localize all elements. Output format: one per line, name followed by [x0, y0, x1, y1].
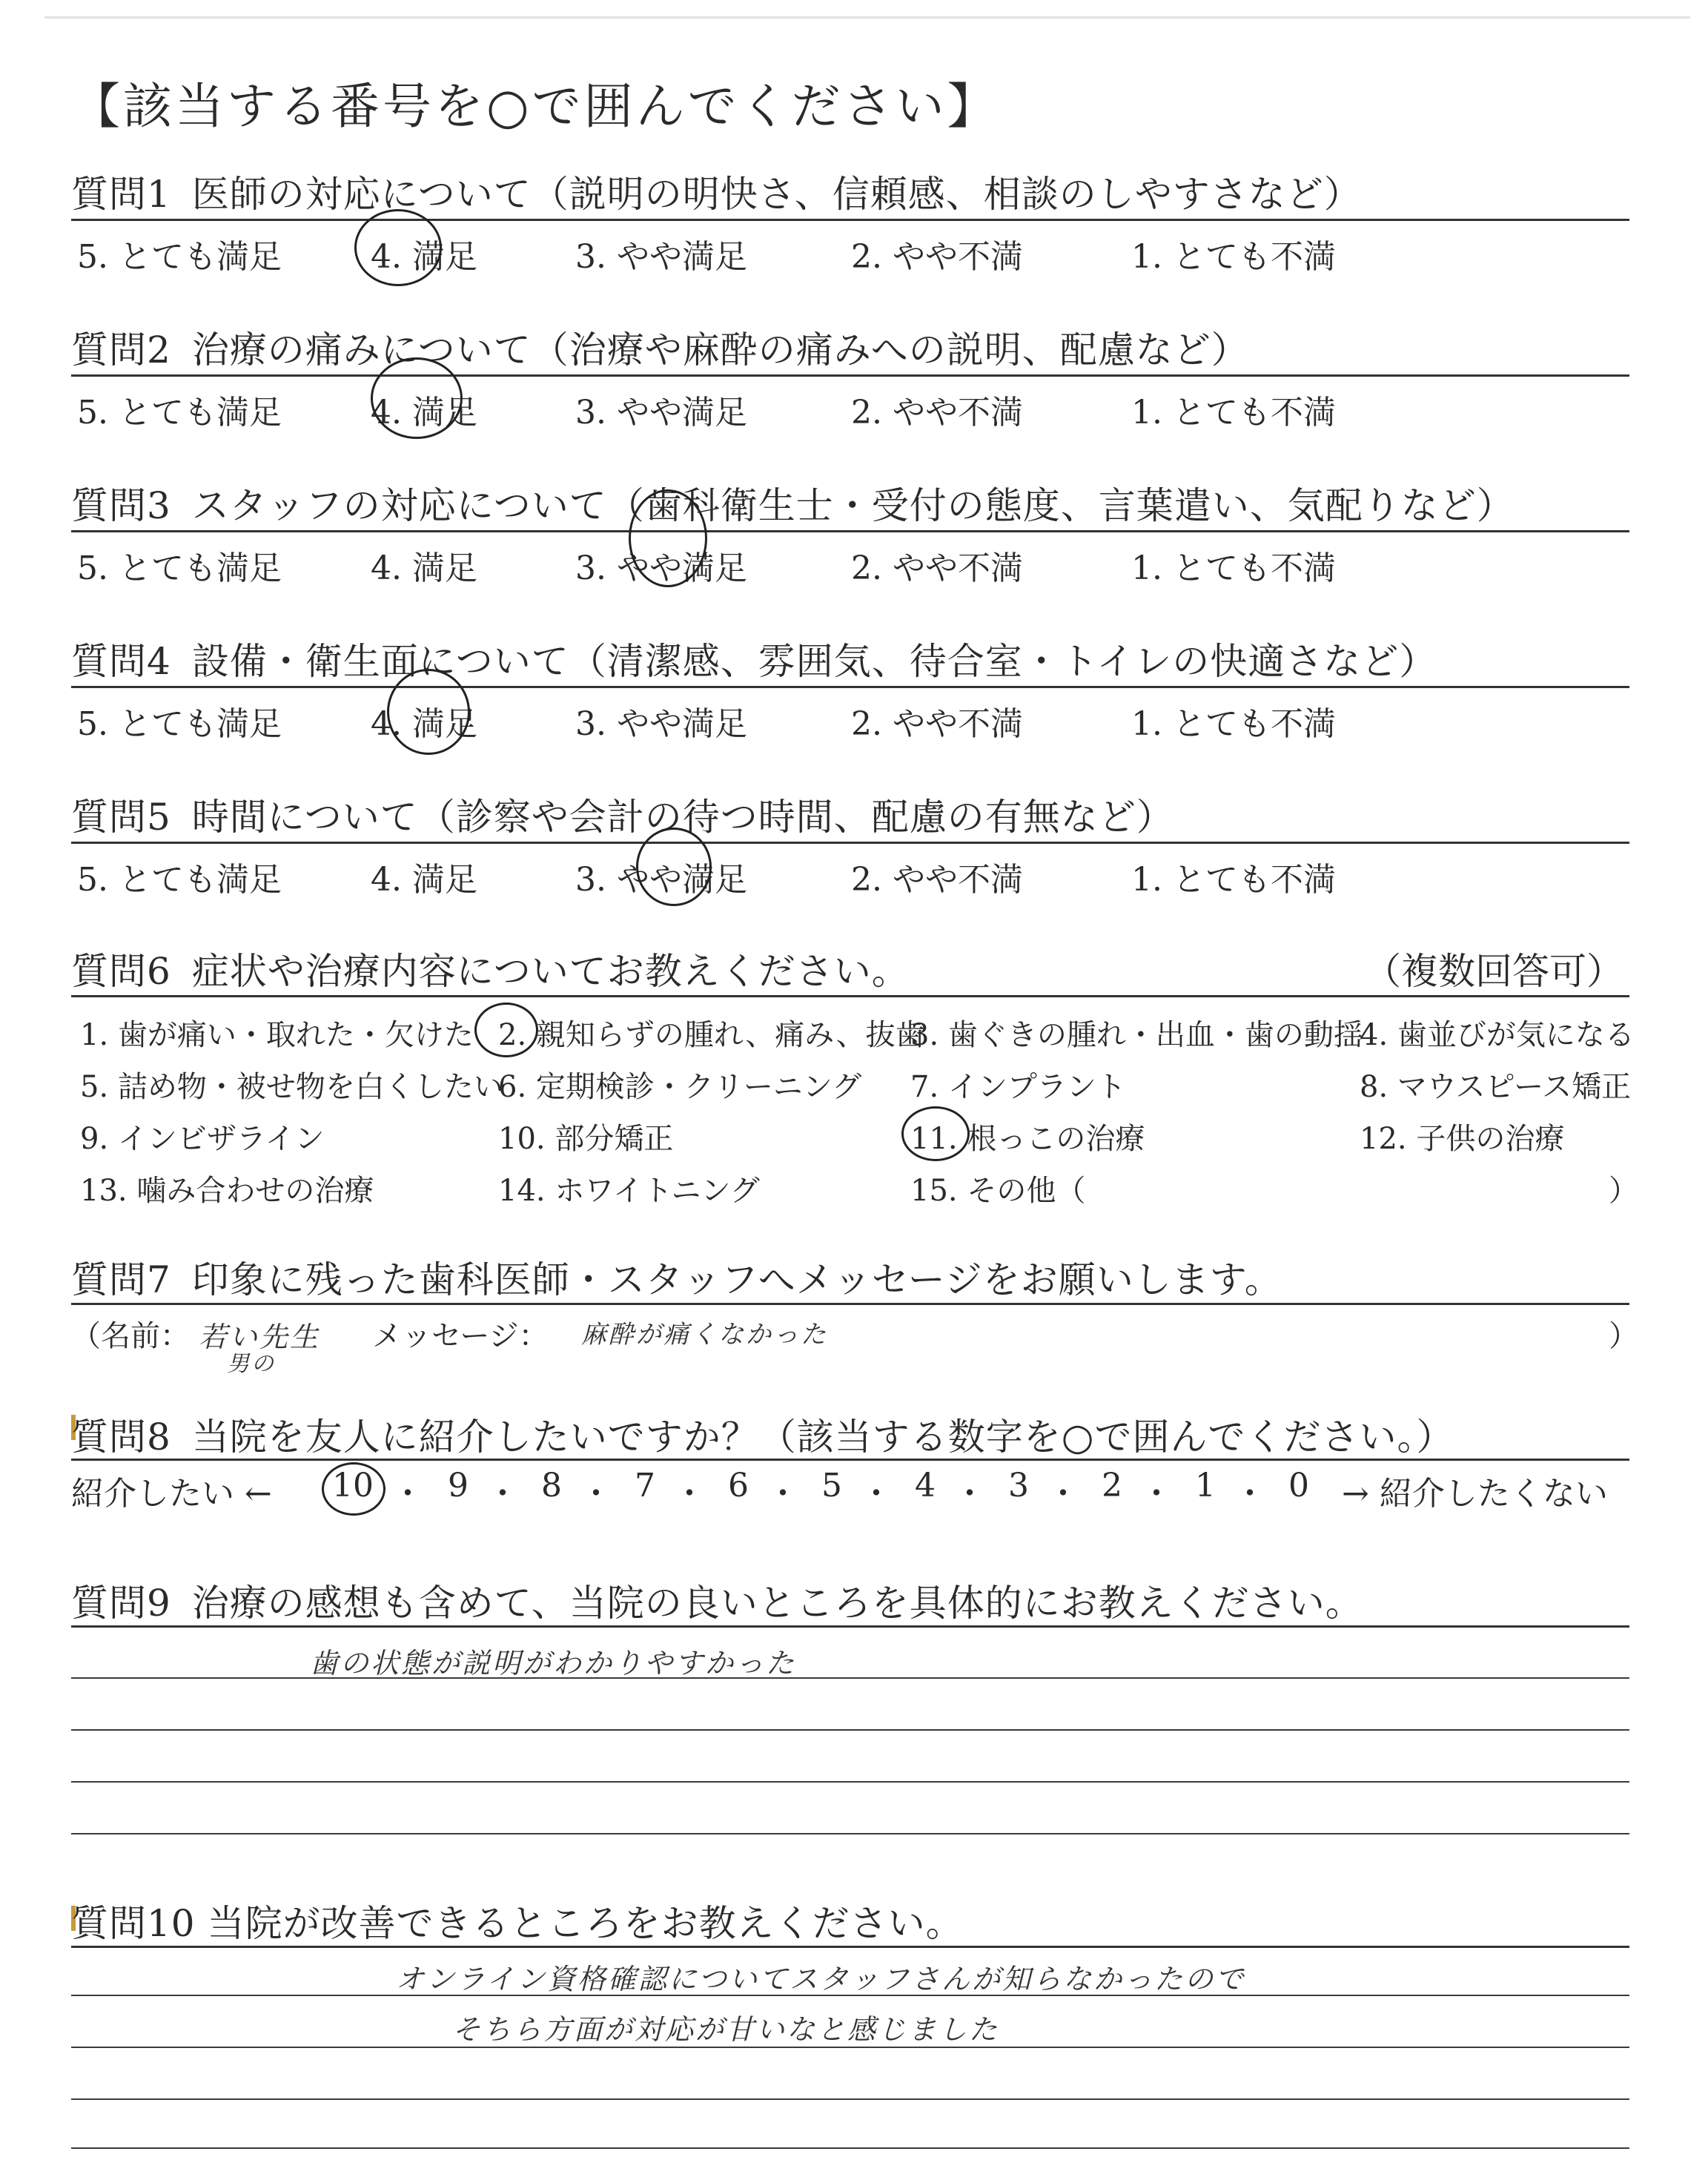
q6-other-close-paren: ）	[1609, 1174, 1638, 1208]
name-label: （名前：	[71, 1319, 190, 1353]
question-2	[71, 320, 1249, 374]
q6-option-4[interactable]: 4. 歯並びが気になる	[1360, 1018, 1635, 1052]
scale-value-0[interactable]: 0	[1288, 1467, 1309, 1505]
q10-handwritten-answer-line-2: そちら方面が対応が甘いなと感じました	[452, 2013, 1000, 2046]
answer-line	[71, 1781, 1629, 1783]
question-2-rule	[71, 374, 1629, 377]
q6-answer-circle-2	[474, 1003, 538, 1057]
q2-option-5[interactable]: 5. とても満足	[77, 394, 282, 432]
q6-option-5[interactable]: 5. 詰め物・被せ物を白くしたい	[80, 1070, 503, 1104]
question-text: 治療の痛みについて（治療や麻酔の痛みへの説明、配慮など）	[191, 328, 1249, 371]
q10-handwritten-answer-line-1: オンライン資格確認についてスタッフさんが知らなかったので	[396, 1963, 1246, 1995]
name-handwritten-note: 男の	[227, 1351, 276, 1377]
q1-answer-circle	[354, 209, 442, 286]
question-3	[71, 476, 1515, 529]
scale-separator: ・	[673, 1475, 706, 1513]
q5-option-2[interactable]: 2. やや不満	[851, 861, 1023, 899]
question-9	[71, 1573, 1363, 1627]
question-number: 質問6	[71, 950, 171, 993]
q2-answer-circle	[371, 357, 463, 439]
question-8-rule	[71, 1459, 1629, 1461]
question-number: 質問3	[71, 484, 171, 527]
question-text: 症状や治療内容についてお教えください。	[191, 950, 910, 993]
name-handwritten: 若い先生	[199, 1321, 321, 1353]
question-text: 設備・衛生面について（清潔感、雰囲気、待合室・トイレの快適さなど）	[191, 640, 1437, 683]
question-number: 質問4	[71, 640, 171, 683]
question-5	[71, 787, 1174, 841]
scale-separator: ・	[1234, 1475, 1266, 1513]
question-text: 治療の感想も含めて、当院の良いところを具体的にお教えください。	[191, 1582, 1363, 1625]
message-close-paren: ）	[1609, 1319, 1638, 1353]
scale-value-5[interactable]: 5	[821, 1467, 842, 1505]
page-title: 【該当する番号を○で囲んでください】	[71, 78, 999, 135]
q6-option-2[interactable]: 2. 親知らずの腫れ、痛み、抜歯	[498, 1018, 925, 1052]
question-text: 当院が改善できるところをお教えください。	[207, 1902, 964, 1945]
q1-option-4[interactable]: 4. 満足	[371, 238, 477, 276]
question-text: スタッフの対応について（歯科衛生士・受付の態度、言葉遣い、気配りなど）	[191, 484, 1515, 527]
question-text: 当院を友人に紹介したいですか？（該当する数字を○で囲んでください。）	[191, 1416, 1454, 1459]
answer-line	[71, 1995, 1629, 1996]
scale-separator: ・	[767, 1475, 799, 1513]
answer-line	[71, 2098, 1629, 2100]
q5-answer-circle	[636, 828, 712, 906]
question-text: 医師の対応について（説明の明快さ、信頼感、相談のしやすさなど）	[191, 173, 1362, 216]
q3-option-5[interactable]: 5. とても満足	[77, 549, 282, 587]
q1-option-2[interactable]: 2. やや不満	[851, 238, 1023, 276]
question-number: 質問10	[71, 1902, 196, 1945]
scale-value-9[interactable]: 9	[448, 1467, 469, 1505]
q4-option-4[interactable]: 4. 満足	[371, 705, 477, 743]
q6-option-1[interactable]: 1. 歯が痛い・取れた・欠けた	[80, 1018, 474, 1052]
question-3-rule	[71, 530, 1629, 532]
q1-option-5[interactable]: 5. とても満足	[77, 238, 282, 276]
question-1-rule	[71, 219, 1629, 221]
question-10	[71, 1894, 964, 1947]
q4-option-1[interactable]: 1. とても不満	[1131, 705, 1336, 743]
q2-option-1[interactable]: 1. とても不満	[1131, 394, 1336, 432]
question-6-rule	[71, 995, 1629, 997]
message-handwritten: 麻酔が痛くなかった	[581, 1320, 828, 1350]
q3-answer-circle	[629, 489, 707, 587]
q3-option-1[interactable]: 1. とても不満	[1131, 549, 1336, 587]
q6-option-13[interactable]: 13. 噛み合わせの治療	[80, 1174, 374, 1208]
question-4-rule	[71, 686, 1629, 688]
q1-option-3[interactable]: 3. やや満足	[575, 238, 747, 276]
message-label: メッセージ：	[372, 1319, 549, 1353]
q5-option-1[interactable]: 1. とても不満	[1131, 861, 1336, 899]
scale-value-7[interactable]: 7	[635, 1467, 655, 1505]
q6-option-3[interactable]: 3. 歯ぐきの腫れ・出血・歯の動揺	[910, 1018, 1363, 1052]
question-number: 質問2	[71, 328, 171, 371]
q9-handwritten-answer: 歯の状態が説明がわかりやすかった	[310, 1647, 797, 1680]
q4-answer-circle	[387, 669, 470, 755]
answer-line	[71, 1833, 1629, 1834]
q2-option-4[interactable]: 4. 満足	[371, 394, 477, 432]
q5-option-5[interactable]: 5. とても満足	[77, 861, 282, 899]
q4-option-2[interactable]: 2. やや不満	[851, 705, 1023, 743]
scale-value-6[interactable]: 6	[728, 1467, 749, 1505]
scale-value-1[interactable]: 1	[1195, 1467, 1216, 1505]
answer-line	[71, 1729, 1629, 1731]
question-7-rule	[71, 1303, 1629, 1305]
page-top-edge	[44, 16, 1690, 19]
question-7	[71, 1250, 1282, 1304]
q1-option-1[interactable]: 1. とても不満	[1131, 238, 1336, 276]
q5-option-4[interactable]: 4. 満足	[371, 861, 477, 899]
scale-separator: ・	[953, 1475, 986, 1513]
q8-answer-circle	[322, 1462, 385, 1516]
q6-option-14[interactable]: 14. ホワイトニング	[498, 1174, 760, 1208]
question-number: 質問5	[71, 796, 171, 839]
answer-line	[71, 2047, 1629, 2048]
question-number: 質問1	[71, 173, 171, 216]
scale-separator: ・	[1140, 1475, 1173, 1513]
scale-value-8[interactable]: 8	[541, 1467, 562, 1505]
q6-option-8[interactable]: 8. マウスピース矯正	[1360, 1070, 1632, 1104]
scale-value-10[interactable]: 10	[332, 1467, 374, 1505]
question-4	[71, 632, 1437, 685]
scale-right-label: → 紹介したくない	[1342, 1475, 1608, 1513]
question-6	[71, 942, 910, 995]
q4-option-3[interactable]: 3. やや満足	[575, 705, 747, 743]
q3-option-4[interactable]: 4. 満足	[371, 549, 477, 587]
question-5-rule	[71, 842, 1629, 844]
answer-line	[71, 1677, 1629, 1679]
scale-left-label: 紹介したい ←	[71, 1475, 272, 1513]
q3-option-3[interactable]: 3. やや満足	[575, 549, 747, 587]
q6-option-10[interactable]: 10. 部分矯正	[498, 1122, 674, 1156]
multiple-answer-note: （複数回答可）	[1364, 950, 1623, 993]
question-10-rule	[71, 1946, 1629, 1948]
q6-option-9[interactable]: 9. インビザライン	[80, 1122, 325, 1156]
q5-option-3[interactable]: 3. やや満足	[575, 861, 747, 899]
q4-option-5[interactable]: 5. とても満足	[77, 705, 282, 743]
question-1	[71, 165, 1362, 218]
scale-separator: ・	[391, 1475, 424, 1513]
q6-option-12[interactable]: 12. 子供の治療	[1360, 1122, 1565, 1156]
question-8	[71, 1407, 1454, 1461]
question-number: 質問7	[71, 1258, 171, 1301]
q6-option-6[interactable]: 6. 定期検診・クリーニング	[498, 1070, 862, 1104]
q3-option-2[interactable]: 2. やや不満	[851, 549, 1023, 587]
q6-option-15[interactable]: 15. その他（	[910, 1174, 1086, 1208]
scale-separator: ・	[486, 1475, 519, 1513]
scale-separator: ・	[1047, 1475, 1079, 1513]
q2-option-2[interactable]: 2. やや不満	[851, 394, 1023, 432]
scale-separator: ・	[860, 1475, 893, 1513]
question-text: 時間について（診察や会計の待つ時間、配慮の有無など）	[191, 796, 1174, 839]
question-number: 質問9	[71, 1582, 171, 1625]
scale-value-2[interactable]: 2	[1102, 1467, 1122, 1505]
question-text: 印象に残った歯科医師・スタッフへメッセージをお願いします。	[191, 1258, 1282, 1301]
scale-value-4[interactable]: 4	[915, 1467, 936, 1505]
question-number: 質問8	[71, 1416, 171, 1459]
answer-line	[71, 2147, 1629, 2149]
question-9-rule	[71, 1625, 1629, 1628]
scale-value-3[interactable]: 3	[1008, 1467, 1029, 1505]
q6-answer-circle-11	[901, 1106, 970, 1161]
scale-separator: ・	[580, 1475, 612, 1513]
q6-option-7[interactable]: 7. インプラント	[910, 1070, 1126, 1104]
q2-option-3[interactable]: 3. やや満足	[575, 394, 747, 432]
q6-option-11[interactable]: 11. 根っこの治療	[910, 1122, 1145, 1156]
